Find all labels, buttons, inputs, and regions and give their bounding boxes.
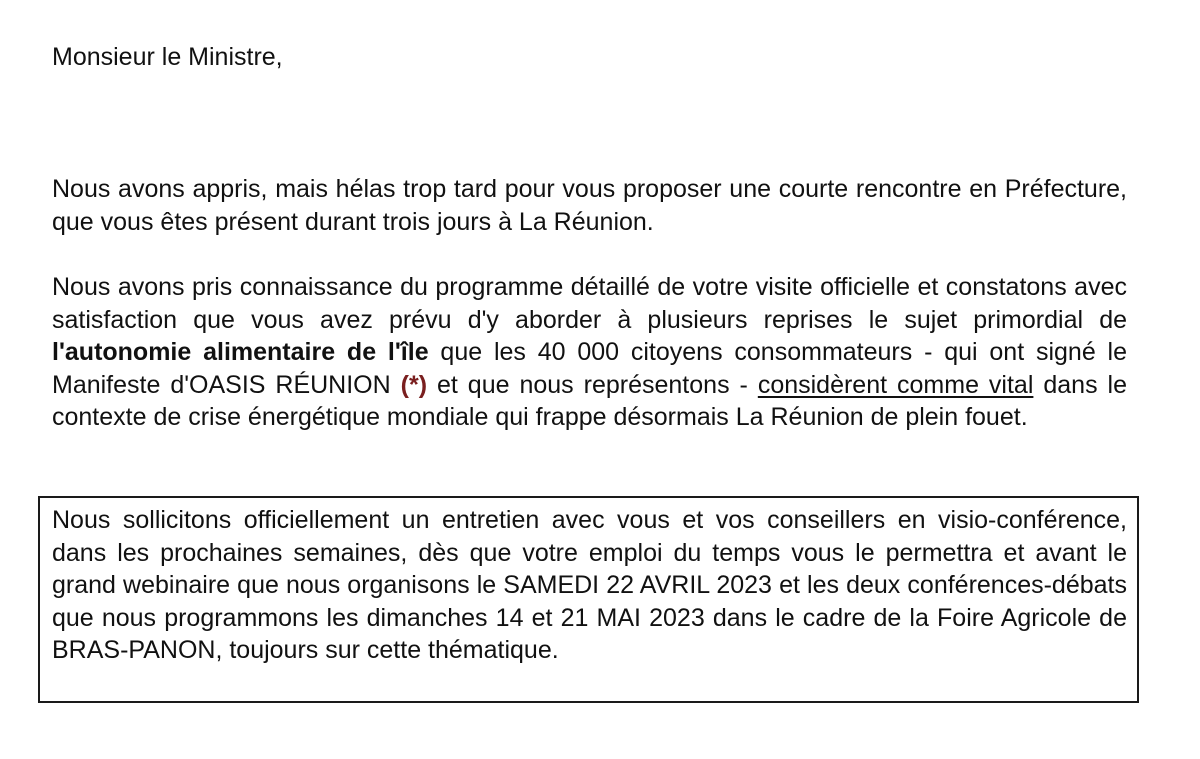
paragraph-programme-text-4: dans le contexte de crise énergétique mondiale qui frappe désormais La Réunion de plein fouet. [52,370,1127,432]
paragraph-programme-text-2: que les 40 000 citoyens consommateurs - qui ont signé le Manifeste d'OASIS RÉUNION [52,338,1127,399]
bold-phrase-autonomie: l'autonomie alimentaire de l'île [52,338,429,367]
footnote-asterisk: (*) [400,370,428,399]
underlined-phrase-vital: considèrent comme vital [757,370,1034,399]
boxed-request [38,496,1139,703]
paragraph-programme-text-1: Nous avons pris connaissance du programme détaillé de votre visite officielle et constatons avec satisfaction que vous avez prévu d'y aborder à plusieurs reprises le sujet primordial de [52,273,1127,334]
boxed-request-text: Nous sollicitons officiellement un entretien avec vous et vos conseillers en visio-conférence, dans les prochaines semaines, dès que votre emploi du temps vous le permettra et avant le grand webinaire que nous organisons le SAMEDI 22 AVRIL 2023 et les deux conférences-débats que nous programmons les dimanches 14 et 21 MAI 2023 dans le cadre de la Foire Agricole de BRAS-PANON, toujours sur cette thématique. [52,506,1127,665]
paragraph-intro: Nous avons appris, mais hélas trop tard pour vous proposer une courte rencontre en Préfecture, que vous êtes présent durant trois jours à La Réunion. [52,175,1127,236]
paragraph-programme [52,271,1127,434]
salutation: Monsieur le Ministre, [52,43,283,71]
paragraph-programme-text-3: et que nous représentons - [427,370,758,399]
